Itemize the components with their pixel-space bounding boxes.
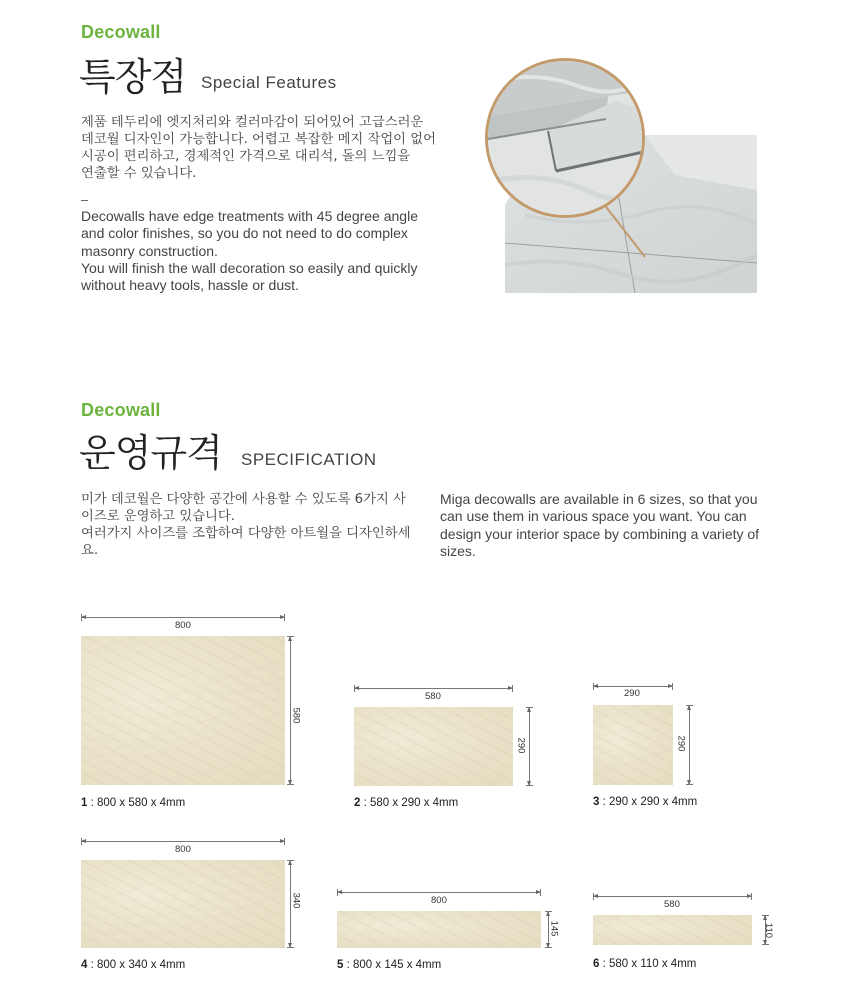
divider-dash (81, 200, 88, 201)
tile-2-height-label: 290 (515, 737, 527, 754)
features-desc-en (81, 208, 461, 294)
features-desc-ko-line: 연출할 수 있습니다. (81, 166, 197, 181)
features-desc-ko-line: 제품 테두리에 엣지처리와 컬러마감이 되어있어 고급스러운 (81, 115, 424, 130)
edge-detail-zoom-image (485, 58, 645, 218)
features-desc-en-line: without heavy tools, hassle or dust. (81, 277, 299, 294)
spec-title-en: SPECIFICATION (241, 450, 377, 469)
tile-3-width-label: 290 (624, 688, 640, 699)
tile-6-height-label: 110 (763, 922, 775, 939)
tile-6-image (593, 915, 752, 945)
features-desc-en-line: masonry construction. (81, 242, 218, 259)
tile-4-height-label: 340 (290, 892, 302, 909)
features-desc-en-line: Decowalls have edge treatments with 45 degree angle (81, 208, 418, 224)
features-desc-en-line: and color finishes, so you do not need to do complex (81, 225, 408, 242)
spec-desc-ko-line: 요. (81, 543, 99, 558)
tile-1-image (81, 636, 285, 785)
tile-3-image (593, 705, 673, 785)
features-desc-ko-line: 데코월 디자인이 가능합니다. 어렵고 복잡한 메지 작업이 없어 (81, 132, 436, 147)
tile-4-image (81, 860, 285, 948)
tile-5-image (337, 911, 541, 948)
tile-4-width-label: 800 (175, 844, 191, 855)
features-title-ko: 특장점 (79, 55, 187, 99)
features-desc-ko-line: 시공이 편리하고, 경제적인 가격으로 대리석, 돌의 느낌을 (81, 149, 411, 164)
tile-3-caption: 3 : 290 x 290 x 4mm (593, 796, 698, 808)
spec-desc-en-line: can use them in various space you want. You can (440, 508, 747, 525)
tile-5-height-label: 145 (548, 920, 560, 937)
spec-desc-ko-line: 여러가지 사이즈를 조합하여 다양한 아트월을 디자인하세 (81, 526, 411, 541)
tile-4-caption: 4 : 800 x 340 x 4mm (81, 959, 186, 971)
features-desc-en-line: You will finish the wall decoration so easily and quickly (81, 259, 418, 276)
tile-6-width-label: 580 (664, 899, 680, 910)
spec-desc-ko-line: 미가 데코월은 다양한 공간에 사용할 수 있도록 6가지 사 (81, 492, 406, 507)
spec-desc-en-line: design your interior space by combining a variety of (440, 525, 760, 542)
spec-desc-en (440, 491, 785, 560)
tile-5-caption: 5 : 800 x 145 x 4mm (337, 959, 442, 971)
features-title-en: Special Features (201, 73, 337, 92)
tile-1-height-label: 580 (290, 707, 302, 724)
spec-title-ko: 운영규격 (79, 431, 222, 475)
tile-5-width-label: 800 (431, 895, 447, 906)
features-brand: Decowall (81, 22, 161, 42)
tile-2-width-label: 580 (425, 691, 441, 702)
spec-brand: Decowall (81, 400, 161, 420)
tile-1-caption: 1 : 800 x 580 x 4mm (81, 797, 186, 809)
spec-desc-ko-line: 이즈로 운영하고 있습니다. (81, 509, 235, 524)
tile-2-image (354, 707, 513, 786)
tile-1-width-label: 800 (175, 620, 191, 631)
leader-line (600, 200, 650, 260)
tile-6-caption: 6 : 580 x 110 x 4mm (593, 958, 697, 970)
tile-2-caption: 2 : 580 x 290 x 4mm (354, 797, 459, 809)
features-desc-ko (81, 114, 461, 182)
spec-desc-ko (81, 491, 431, 559)
spec-desc-en-line: Miga decowalls are available in 6 sizes, so that you (440, 491, 758, 507)
tile-3-height-label: 290 (675, 735, 687, 752)
spec-desc-en-line: sizes. (440, 542, 476, 559)
